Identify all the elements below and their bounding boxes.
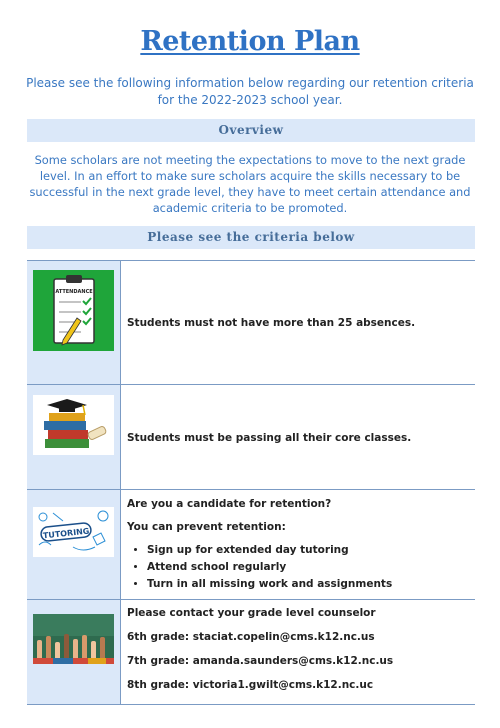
list-item: • Sign up for extended day tutoring — [147, 544, 471, 557]
image-cell — [27, 261, 121, 385]
counselor-6th-grade: 6th grade: staciat.copelin@cms.k12.nc.us — [127, 631, 375, 643]
list-item: • Turn in all missing work and assignments — [147, 578, 471, 591]
counselor-8th-grade: 8th grade: victoria1.gwilt@cms.k12.nc.uc — [127, 679, 374, 691]
prevent-retention-heading: You can prevent retention: — [127, 521, 286, 533]
attendance-label: ATTENDANCE — [55, 289, 93, 295]
image-cell — [27, 600, 121, 704]
criteria-row-counselor — [27, 599, 475, 705]
criteria-heading: Please see the criteria below — [27, 226, 475, 249]
raised-hands-chalkboard-icon — [33, 614, 114, 664]
criteria-table — [27, 260, 475, 704]
tutoring-label: TUTORING — [42, 526, 90, 541]
overview-text: Some scholars are not meeting the expectations to move to the next grade level. In an effort to make sure scholars acquire the skills necessary to be successful in the next grade level, they have to meet certain attendance and academic criteria to be promoted. — [29, 153, 471, 215]
content-cell — [127, 261, 471, 385]
attendance-clipboard-icon — [33, 270, 114, 351]
prevention-list — [127, 544, 471, 591]
classes-requirement: Students must be passing all their core classes. — [127, 431, 412, 444]
content-cell — [127, 600, 471, 704]
page-title: Retention Plan — [140, 26, 360, 57]
counselor-7th-grade: 7th grade: amanda.saunders@cms.k12.nc.us — [127, 655, 394, 667]
criteria-row-attendance — [27, 260, 475, 385]
counselor-heading: Please contact your grade level counselor — [127, 607, 376, 619]
image-cell — [27, 385, 121, 490]
content-cell — [127, 490, 471, 600]
intro-text: Please see the following information below regarding our retention criteria for the 2022-2023 school year. — [26, 76, 474, 107]
criteria-row-tutoring — [27, 489, 475, 600]
overview-heading: Overview — [27, 119, 475, 142]
content-cell — [127, 385, 471, 490]
attendance-requirement: Students must not have more than 25 absences. — [127, 317, 416, 329]
criteria-row-classes — [27, 384, 475, 490]
list-item: • Attend school regularly — [147, 561, 471, 574]
tutoring-doodle-icon — [33, 507, 114, 557]
image-cell — [27, 490, 121, 600]
graduation-books-icon — [33, 395, 114, 455]
retention-question: Are you a candidate for retention? — [127, 498, 332, 510]
